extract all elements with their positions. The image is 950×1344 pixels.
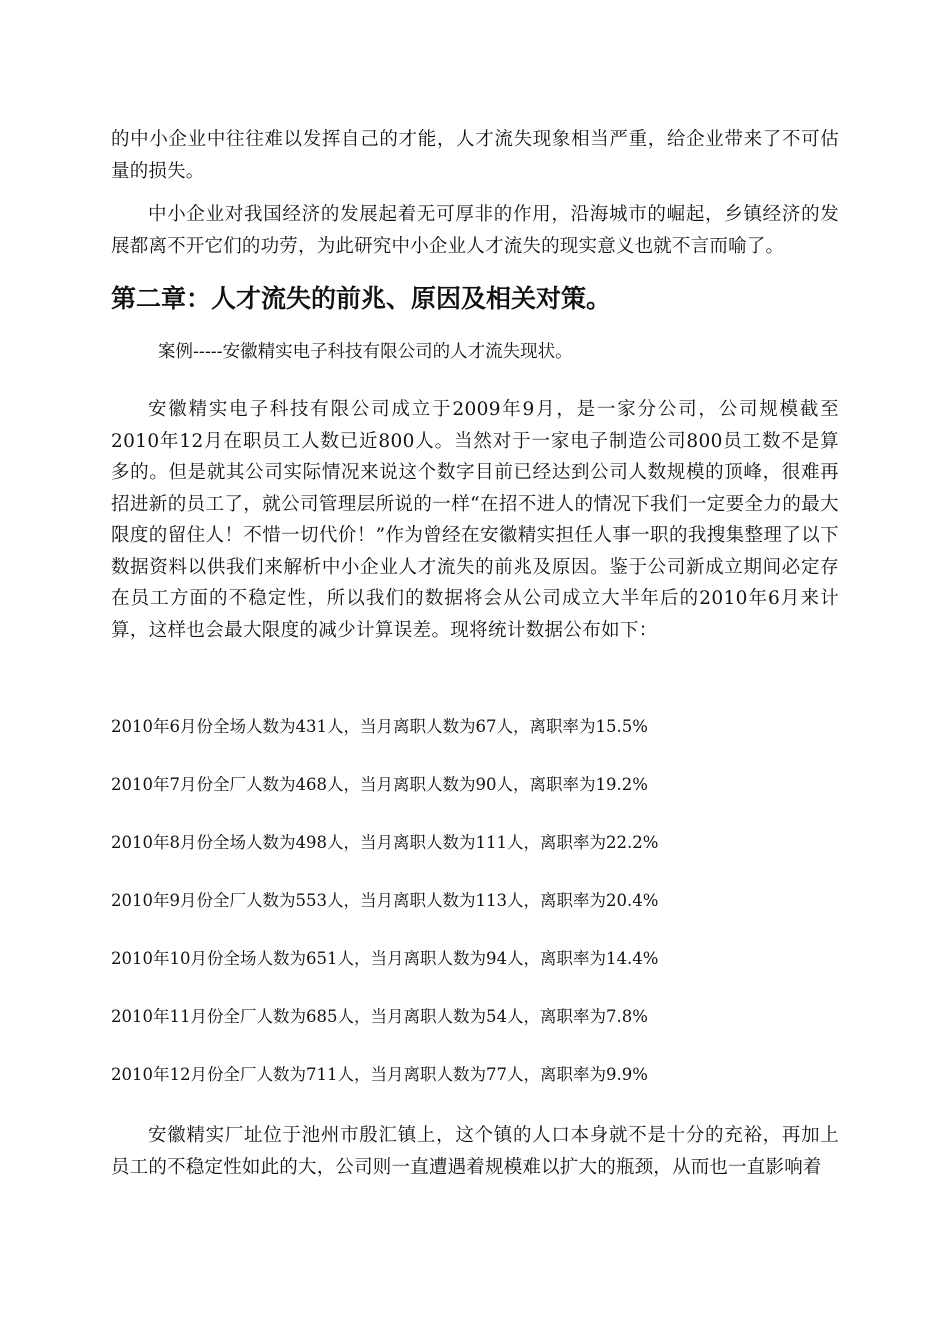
stat-line-september: 2010年9月份全厂人数为553人，当月离职人数为113人，离职率为20.4%	[111, 891, 659, 910]
chapter-heading: 第二章：人才流失的前兆、原因及相关对策。	[111, 284, 612, 313]
case-title: 案例-----安徽精实电子科技有限公司的人才流失现状。	[158, 342, 573, 362]
paragraph-significance: 中小企业对我国经济的发展起着无可厚非的作用，沿海城市的崛起，乡镇经济的发展都离不开它们的功劳，为此研究中小企业人才流失的现实意义也就不言而喻了。	[111, 204, 839, 257]
paragraph-location: 安徽精实厂址位于池州市殷汇镇上，这个镇的人口本身就不是十分的充裕，再加上员工的不稳定性如此的大，公司则一直遭遇着规模难以扩大的瓶颈，从而也一直影响着	[111, 1125, 839, 1178]
stat-line-october: 2010年10月份全场人数为651人，当月离职人数为94人，离职率为14.4%	[111, 949, 659, 968]
stat-line-june: 2010年6月份全场人数为431人，当月离职人数为67人，离职率为15.5%	[111, 717, 648, 736]
paragraph-intro-continuation: 的中小企业中往往难以发挥自己的才能，人才流失现象相当严重，给企业带来了不可估量的损失。	[111, 129, 839, 182]
stat-line-november: 2010年11月份全厂人数为685人，当月离职人数为54人，离职率为7.8%	[111, 1007, 648, 1026]
stat-line-august: 2010年8月份全场人数为498人，当月离职人数为111人，离职率为22.2%	[111, 833, 659, 852]
paragraph-case-description: 安徽精实电子科技有限公司成立于2009年9月，是一家分公司，公司规模截至2010年12月在职员工人数已近800人。当然对于一家电子制造公司800员工数不是算多的。但是就其公司实际情况来说这个数字目前已经达到公司人数规模的顶峰，很难再招进新的员工了，就公司管理层所说的一样“在招不进人的情况下我们一定要全力的最大限度的留住人！不惜一切代价！”作为曾经在安徽精实担任人事一职的我搜集整理了以下数据资料以供我们来解析中小企业人才流失的前兆及原因。鉴于公司新成立期间必定存在员工方面的不稳定性，所以我们的数据将会从公司成立大半年后的2010年6月来计算，这样也会最大限度的减少计算误差。现将统计数据公布如下：	[111, 399, 839, 641]
stat-line-july: 2010年7月份全厂人数为468人，当月离职人数为90人，离职率为19.2%	[111, 775, 648, 794]
stat-line-december: 2010年12月份全厂人数为711人，当月离职人数为77人，离职率为9.9%	[111, 1065, 648, 1084]
